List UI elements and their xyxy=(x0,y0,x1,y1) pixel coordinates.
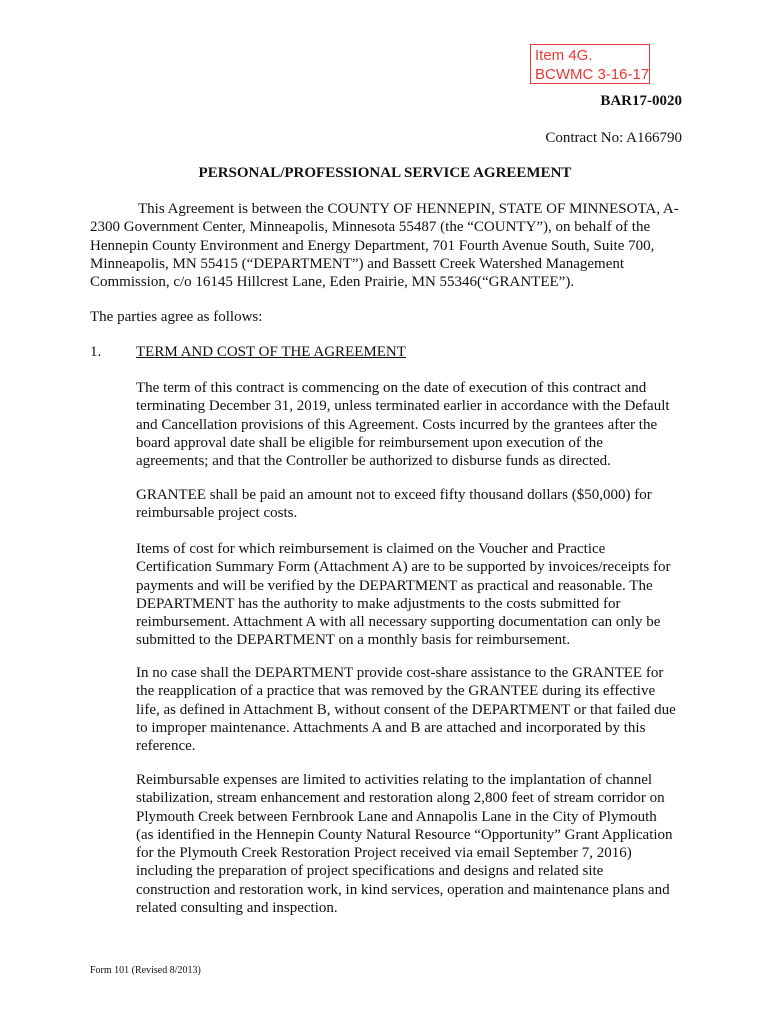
stamp-meeting-line: BCWMC 3-16-17 xyxy=(535,66,650,83)
stamp-item-line: Item 4G. xyxy=(535,47,593,64)
section-heading: TERM AND COST OF THE AGREEMENT xyxy=(136,344,406,360)
agreement-title: PERSONAL/PROFESSIONAL SERVICE AGREEMENT xyxy=(198,165,572,181)
payment-paragraph: GRANTEE shall be paid an amount not to exceed fifty thousand dollars ($50,000) for reimbursable project costs. xyxy=(136,487,652,522)
reimbursement-paragraph: Items of cost for which reimbursement is claimed on the Voucher and Practice Certification Summary Form (Attachment A) are to be supported by invoices/receipts for payments and will be verified by the DEPARTMENT as practical and reasonable. The DEPARTMENT has the authority to make adjustments to the costs submitted for reimbursement. Attachment A with all necessary supporting documentation can only be submitted to the DEPARTMENT on a monthly basis for reimbursement. xyxy=(136,541,671,649)
document-number: BAR17-0020 xyxy=(600,93,682,109)
intro-paragraph: This Agreement is between the COUNTY OF HENNEPIN, STATE OF MINNESOTA, A-2300 Government Center, Minneapolis, Minnesota 55487 (the “COUNTY”), on behalf of the Hennepin County Environment and Energy Department, 701 Fourth Avenue South, Suite 700, Minneapolis, MN 55415 (“DEPARTMENT”) and Bassett Creek Watershed Management Commission, c/o 16145 Hillcrest Lane, Eden Prairie, MN 55346(“GRANTEE”). xyxy=(90,201,679,291)
form-footer: Form 101 (Revised 8/2013) xyxy=(90,965,201,976)
cost-share-paragraph: In no case shall the DEPARTMENT provide cost-share assistance to the GRANTEE for the reapplication of a practice that was removed by the GRANTEE during its effective life, as defined in Attachment B, without consent of the DEPARTMENT or that failed due to improper maintenance. Attachments A and B are attached and incorporated by this reference. xyxy=(136,665,676,755)
agenda-item-stamp xyxy=(530,44,650,84)
section-number: 1. xyxy=(90,344,102,360)
expenses-paragraph: Reimbursable expenses are limited to activities relating to the implantation of channel stabilization, stream enhancement and restoration along 2,800 feet of stream corridor on Plymouth Creek between Fernbrook Lane and Annapolis Lane in the City of Plymouth (as identified in the Hennepin County Natural Resource “Opportunity” Grant Application for the Plymouth Creek Restoration Project received via email September 7, 2016) including the preparation of project specifications and designs and related site construction and restoration work, in kind services, operation and maintenance plans and related consulting and inspection. xyxy=(136,772,673,917)
parties-agree-line: The parties agree as follows: xyxy=(90,309,263,325)
term-paragraph: The term of this contract is commencing on the date of execution of this contract and terminating December 31, 2019, unless terminated earlier in accordance with the Default and Cancellation provisions of this Agreement. Costs incurred by the grantees after the board approval date shall be eligible for reimbursement upon execution of the agreements; and that the Controller be authorized to disburse funds as directed. xyxy=(136,380,670,470)
contract-number: Contract No: A166790 xyxy=(545,130,682,146)
